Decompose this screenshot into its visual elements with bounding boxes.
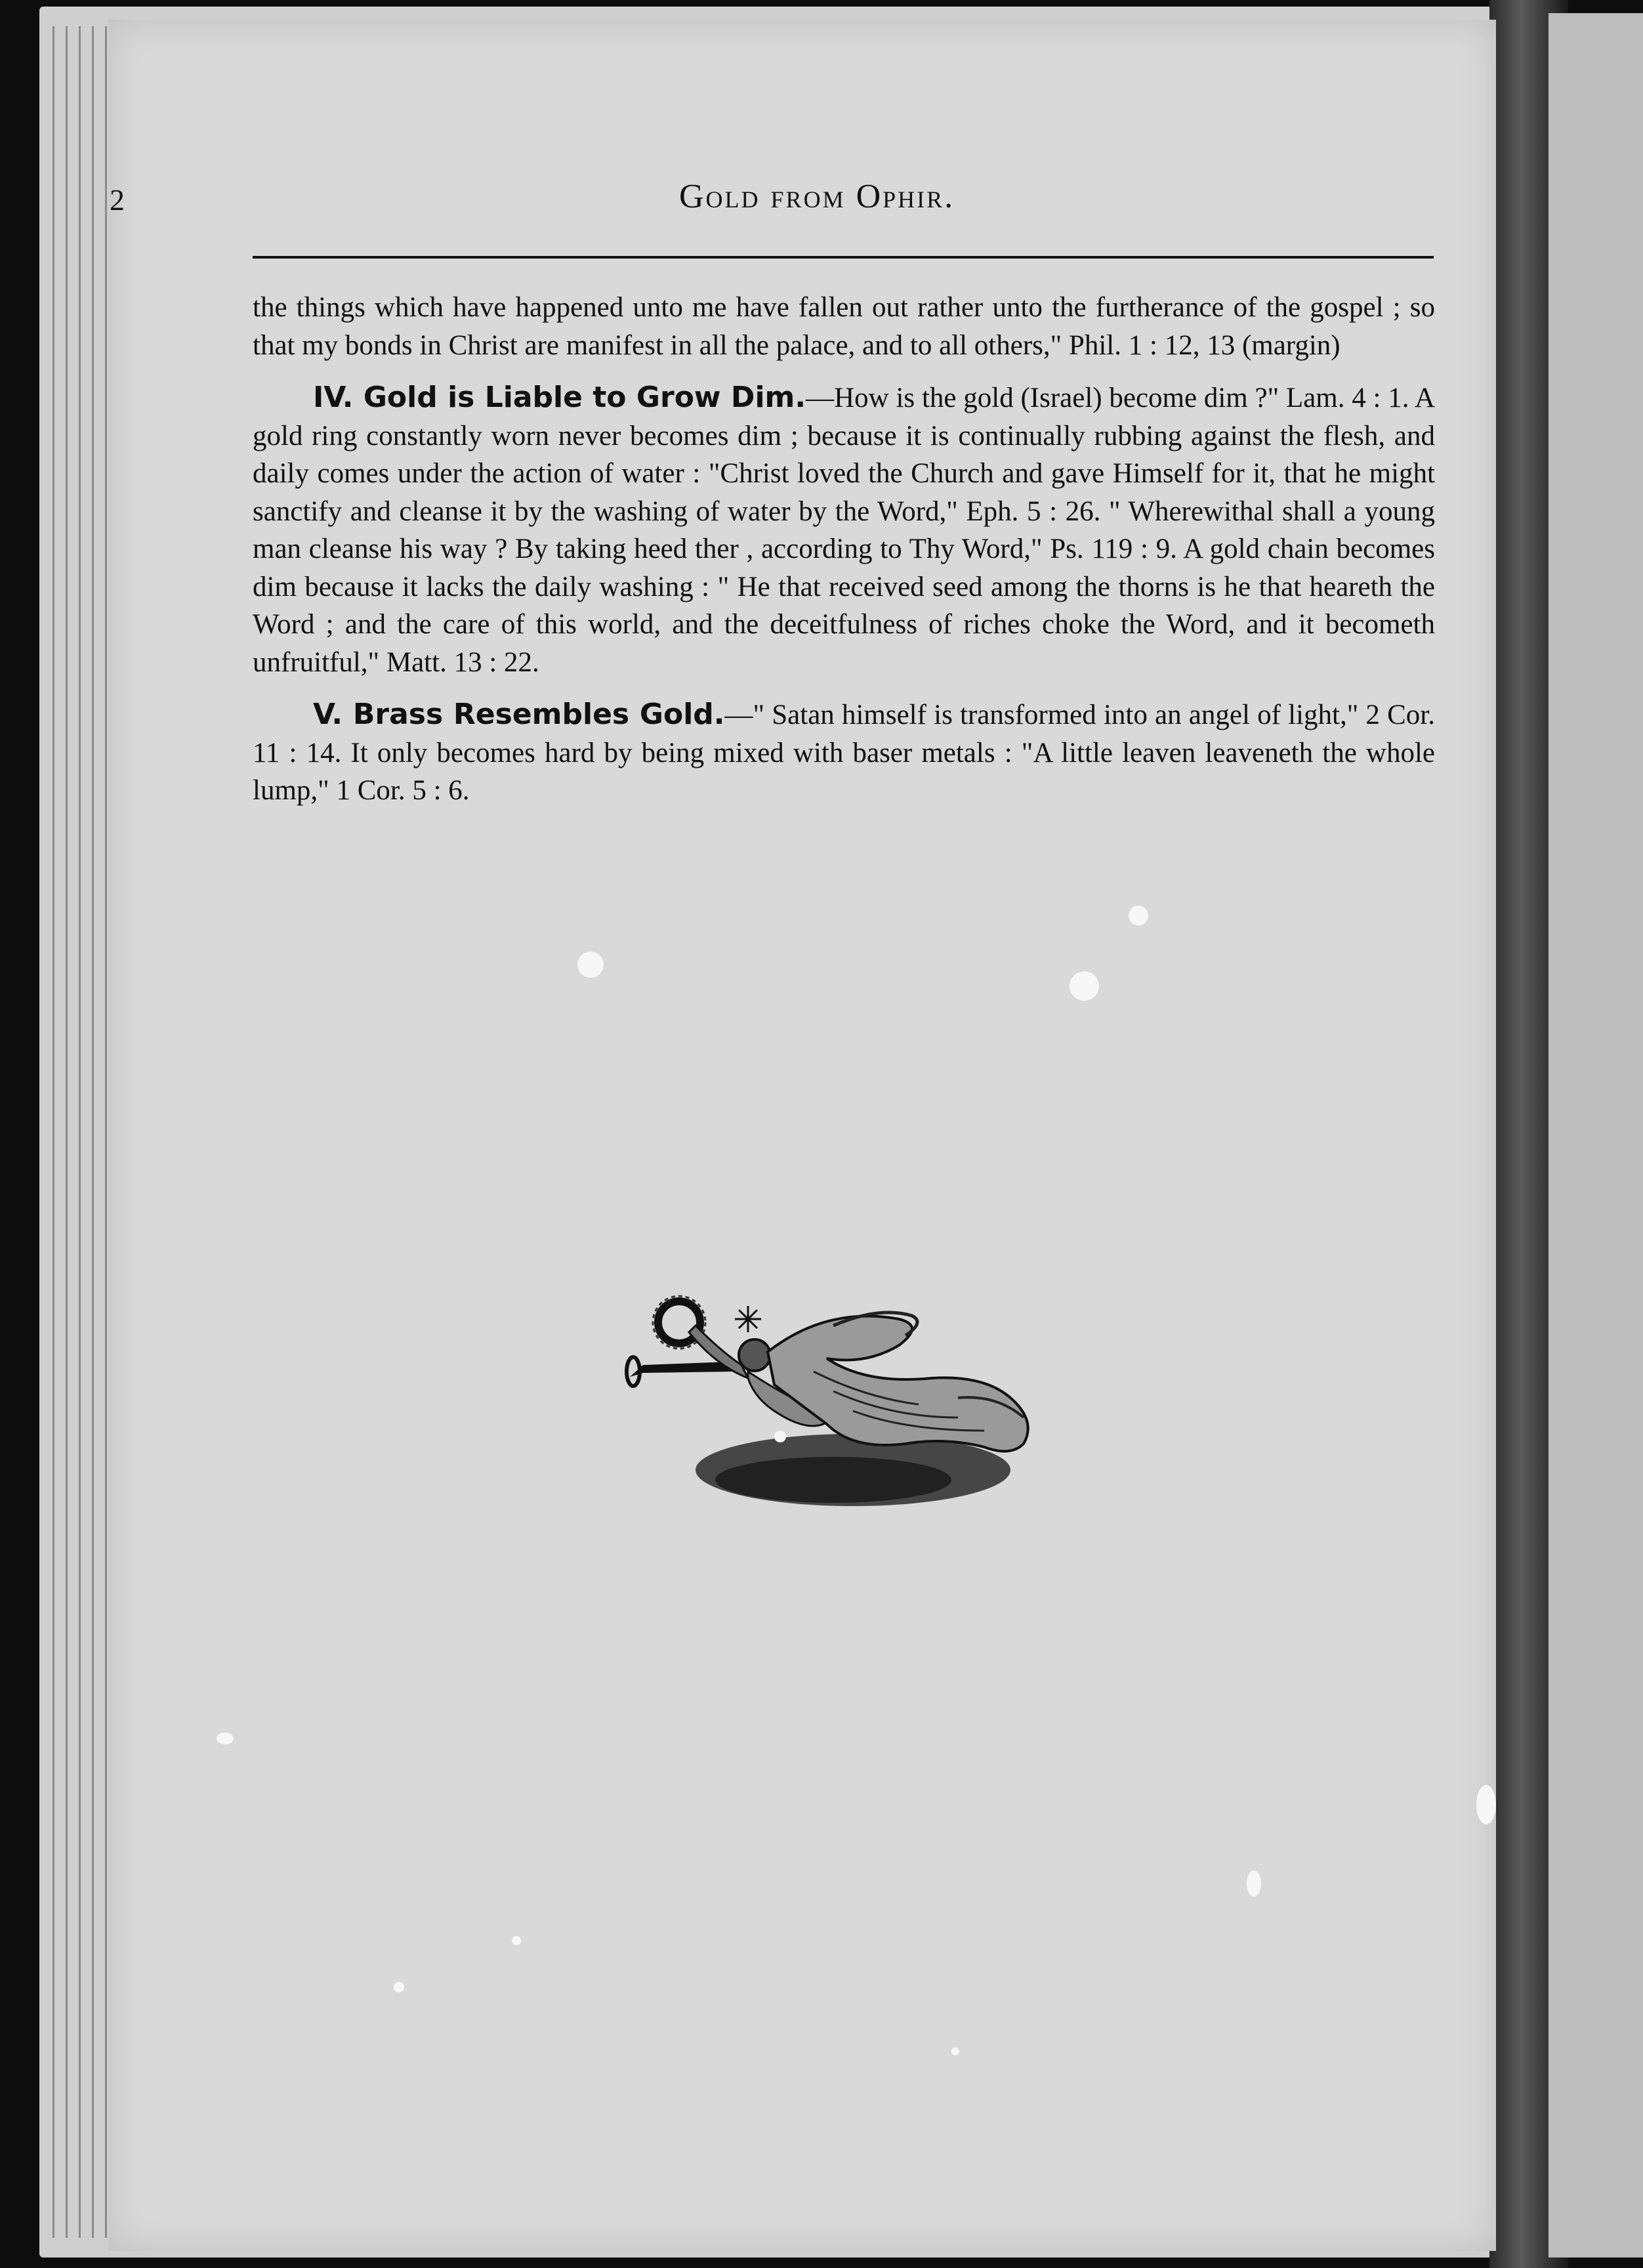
paragraph-text: —" Satan himself is transformed into an angel of light," 2 Cor. 11 : 14. It only becomes hard by being mixed with baser metals : "A little leaven leaveneth the whole lump," 1 Cor. 5 : 6. xyxy=(253,700,1435,806)
section-heading: V. Brass Resembles Gold. xyxy=(313,698,725,731)
running-title: Gold from Ophir. xyxy=(679,178,955,215)
scan-speck xyxy=(1129,906,1148,925)
scan-speck xyxy=(217,1732,234,1744)
scan-speck xyxy=(951,2048,959,2055)
scan-speck xyxy=(1247,1870,1261,1897)
paragraph-text: —How is the gold (Israel) become dim ?" Lam. 4 : 1. A gold ring constantly worn never becomes dim ; because it is continually rubbing against the flesh, and daily comes under the action of water : "Christ loved the Church and gave Himself for it, that he might sanctify and cleanse it by the washing of water by the Word," Eph. 5 : 26. " Wherewithal shall a young man cleanse his way ? By taking heed ther , according to Thy Word," Ps. 119 : 9. A gold chain becomes dim because it lacks the daily washing : " He that received seed among the thorns is he that heareth the Word ; and the care of this world, and the deceitfulness of riches choke the Word, and it becometh unfruitful," Matt. 13 : 22. xyxy=(253,383,1435,678)
page-edge-line xyxy=(92,26,94,2238)
page-edge-line xyxy=(105,26,107,2238)
header-rule xyxy=(253,256,1434,259)
scan-speck xyxy=(512,1936,521,1945)
section-heading: IV. Gold is Liable to Grow Dim. xyxy=(313,381,806,414)
scan-speck xyxy=(1476,1785,1496,1824)
page-edge-line xyxy=(79,26,81,2238)
paragraph-section-iv xyxy=(253,379,1435,681)
paragraph-text: the things which have happened unto me have fallen out rather unto the furtherance of the gospel ; so that my bonds in Christ are manifest in all the palace, and to all others," Phil. 1 : 12, 13 (margin) xyxy=(253,292,1435,361)
scan-speck xyxy=(577,952,604,978)
facing-page-edge xyxy=(1549,13,1643,2258)
page-number: 2 xyxy=(110,183,125,217)
angel-with-trumpet-and-wreath-icon xyxy=(617,1280,1070,1516)
scan-speck xyxy=(774,1431,786,1442)
scan-speck xyxy=(1070,971,1099,1001)
page-edge-line xyxy=(66,26,68,2238)
page-edge-line xyxy=(52,26,54,2238)
paragraph-continuation xyxy=(253,289,1435,364)
paragraph-section-v xyxy=(253,696,1435,810)
page-body xyxy=(253,289,1435,824)
scan-speck xyxy=(394,1982,404,1992)
